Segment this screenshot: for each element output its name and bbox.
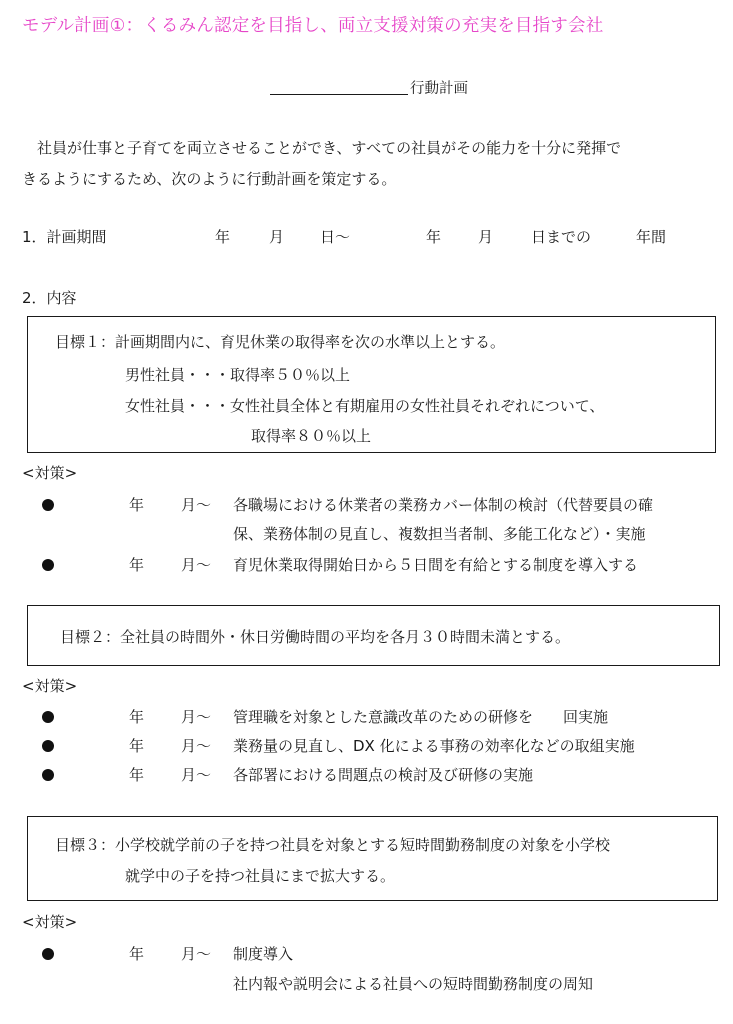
goal-2-measure-1: 管理職を対象とした意識改革のための研修を 回実施 xyxy=(233,708,609,726)
goal-3-measure-1-line-1: 制度導入 xyxy=(233,945,294,963)
bullet-icon xyxy=(42,948,54,960)
measure-year: 年 xyxy=(129,737,145,755)
intro-paragraph xyxy=(22,133,722,195)
period-end-day: 日までの xyxy=(531,228,592,246)
bullet-icon xyxy=(42,740,54,752)
goal-3-measures-label: <対策> xyxy=(22,913,78,931)
goal-2-title: 目標２：全社員の時間外・休日労働時間の平均を各月３０時間未満とする。 xyxy=(60,628,571,646)
goal-1-measure-1-line-1: 各職場における休業者の業務カバー体制の検討（代替要員の確 xyxy=(233,496,654,514)
goal-1-female-1: 女性社員・・・女性社員全体と有期雇用の女性社員それぞれについて、 xyxy=(125,397,605,415)
measure-month: 月～ xyxy=(181,708,212,726)
company-name-blank xyxy=(270,76,408,95)
bullet-icon xyxy=(42,559,54,571)
bullet-icon xyxy=(42,499,54,511)
intro-line-1: 社員が仕事と子育てを両立させることができ、すべての社員がその能力を十分に発揮で xyxy=(37,139,622,157)
goal-3-measure-1-line-2: 社内報や説明会による社員への短時間勤務制度の周知 xyxy=(233,975,594,993)
goal-3-title-2: 就学中の子を持つ社員にまで拡大する。 xyxy=(125,867,396,885)
goal-3-box xyxy=(27,816,718,901)
measure-month: 月～ xyxy=(181,766,212,784)
page-title: モデル計画①：くるみん認定を目指し、両立支援対策の充実を目指す会社 xyxy=(22,16,604,36)
measure-year: 年 xyxy=(129,556,145,574)
content-label: 2．内容 xyxy=(22,289,77,307)
measure-month: 月～ xyxy=(181,556,212,574)
period-label: 1．計画期間 xyxy=(22,228,107,246)
measure-year: 年 xyxy=(129,708,145,726)
goal-1-measure-2: 育児休業取得開始日から５日間を有給とする制度を導入する xyxy=(233,556,639,574)
goal-1-title: 目標１：計画期間内に、育児休業の取得率を次の水準以上とする。 xyxy=(55,333,506,351)
bullet-icon xyxy=(42,769,54,781)
goal-1-male: 男性社員・・・取得率５０％以上 xyxy=(125,366,351,384)
intro-line-2: きるようにするため、次のように行動計画を策定する。 xyxy=(22,170,397,188)
goal-3-title-1: 目標３：小学校就学前の子を持つ社員を対象とする短時間勤務制度の対象を小学校 xyxy=(55,836,611,854)
measure-year: 年 xyxy=(129,496,145,514)
goal-2-measure-2: 業務量の見直し、DX 化による事務の効率化などの取組実施 xyxy=(233,737,635,755)
plan-title: 行動計画 xyxy=(410,81,468,97)
measure-month: 月～ xyxy=(181,496,212,514)
measure-year: 年 xyxy=(129,945,145,963)
measure-month: 月～ xyxy=(181,945,212,963)
goal-1-measure-1-line-2: 保、業務体制の見直し、複数担当者制、多能工化など）・実施 xyxy=(233,525,646,543)
bullet-icon xyxy=(42,711,54,723)
goal-2-measures-label: <対策> xyxy=(22,677,78,695)
period-start-month: 月 xyxy=(269,228,285,246)
goal-2-measure-3: 各部署における問題点の検討及び研修の実施 xyxy=(233,766,534,784)
period-start-day: 日～ xyxy=(320,228,351,246)
measure-month: 月～ xyxy=(181,737,212,755)
period-end-month: 月 xyxy=(478,228,494,246)
period-start-year: 年 xyxy=(215,228,231,246)
measure-year: 年 xyxy=(129,766,145,784)
period-years: 年間 xyxy=(636,228,667,246)
goal-1-measures-label: <対策> xyxy=(22,464,78,482)
goal-1-female-2: 取得率８０％以上 xyxy=(251,427,372,445)
period-end-year: 年 xyxy=(426,228,442,246)
